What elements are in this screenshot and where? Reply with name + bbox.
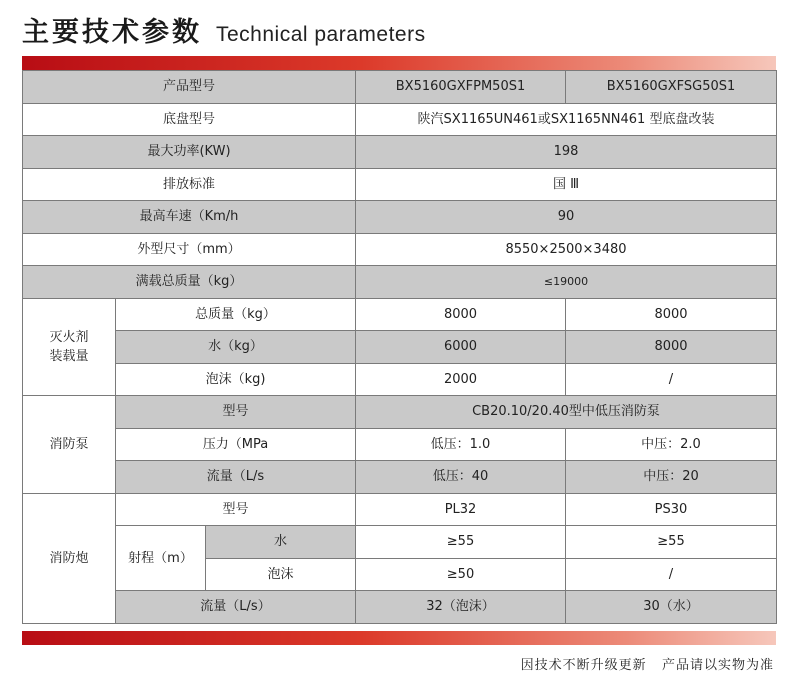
- table-row: [23, 363, 777, 396]
- dims-label: 外型尺寸（mm）: [23, 233, 356, 266]
- agent-group-label: [23, 298, 116, 396]
- model-b-value: BX5160GXFSG50S1: [566, 71, 777, 104]
- spec-table: [22, 70, 777, 624]
- agent-water-label: 水（kg）: [116, 331, 356, 364]
- footer-note: 因技术不断升级更新 产品请以实物为准: [520, 658, 774, 673]
- speed-label: 最高车速（Km/h: [23, 201, 356, 234]
- monitor-model-label: 型号: [116, 493, 356, 526]
- monitor-foam-b: /: [566, 558, 777, 591]
- table-row: [23, 201, 777, 234]
- monitor-foam-label: 泡沫: [206, 558, 356, 591]
- pump-pressure-a: 低压：1.0: [356, 428, 566, 461]
- pump-model-value: CB20.10/20.40型中低压消防泵: [356, 396, 777, 429]
- speed-value: 90: [356, 201, 777, 234]
- power-value: 198: [356, 136, 777, 169]
- agent-water-b: 8000: [566, 331, 777, 364]
- agent-foam-a: 2000: [356, 363, 566, 396]
- monitor-water-a: ≥55: [356, 526, 566, 559]
- table-row: [23, 526, 777, 559]
- table-row: [23, 233, 777, 266]
- agent-foam-label: 泡沫（kg): [116, 363, 356, 396]
- monitor-model-a: PL32: [356, 493, 566, 526]
- table-row: [23, 71, 777, 104]
- header-red-bar: [22, 56, 776, 70]
- pump-pressure-label: 压力（MPa: [116, 428, 356, 461]
- pump-flow-b: 中压：20: [566, 461, 777, 494]
- monitor-range-label: 射程（m）: [116, 526, 206, 591]
- agent-foam-b: /: [566, 363, 777, 396]
- table-row: [23, 103, 777, 136]
- agent-total-b: 8000: [566, 298, 777, 331]
- pump-flow-a: 低压：40: [356, 461, 566, 494]
- table-row: [23, 136, 777, 169]
- table-row: [23, 396, 777, 429]
- table-row: [23, 461, 777, 494]
- model-a-value: BX5160GXFPM50S1: [356, 71, 566, 104]
- monitor-foam-a: ≥50: [356, 558, 566, 591]
- footer-red-bar: [22, 631, 776, 645]
- table-row: [23, 428, 777, 461]
- pump-flow-label: 流量（L/s: [116, 461, 356, 494]
- emission-value: 国 Ⅲ: [356, 168, 777, 201]
- pump-model-label: 型号: [116, 396, 356, 429]
- power-label: 最大功率(KW): [23, 136, 356, 169]
- agent-total-a: 8000: [356, 298, 566, 331]
- model-label: 产品型号: [23, 71, 356, 104]
- monitor-water-b: ≥55: [566, 526, 777, 559]
- dims-value: 8550×2500×3480: [356, 233, 777, 266]
- pump-pressure-b: 中压：2.0: [566, 428, 777, 461]
- agent-water-a: 6000: [356, 331, 566, 364]
- chassis-value: 陕汽SX1165UN461或SX1165NN461 型底盘改装: [356, 103, 777, 136]
- monitor-model-b: PS30: [566, 493, 777, 526]
- agent-total-label: 总质量（kg）: [116, 298, 356, 331]
- monitor-flow-b: 30（水）: [566, 591, 777, 624]
- chassis-label: 底盘型号: [23, 103, 356, 136]
- mass-value: ≤19000: [356, 266, 777, 299]
- table-row: [23, 591, 777, 624]
- mass-label: 满载总质量（kg）: [23, 266, 356, 299]
- table-row: [23, 298, 777, 331]
- pump-group-label: 消防泵: [23, 396, 116, 494]
- emission-label: 排放标准: [23, 168, 356, 201]
- agent-group-text: 灭火剂 装载量: [49, 329, 89, 364]
- table-row: [23, 493, 777, 526]
- table-row: [23, 331, 777, 364]
- monitor-group-label: 消防炮: [23, 493, 116, 623]
- table-row: [23, 168, 777, 201]
- table-row: [23, 266, 777, 299]
- monitor-flow-label: 流量（L/s）: [116, 591, 356, 624]
- title-chinese: 主要技术参数: [22, 17, 202, 48]
- page-title: [22, 10, 426, 48]
- monitor-flow-a: 32（泡沫）: [356, 591, 566, 624]
- title-english: Technical parameters: [216, 23, 426, 46]
- monitor-water-label: 水: [206, 526, 356, 559]
